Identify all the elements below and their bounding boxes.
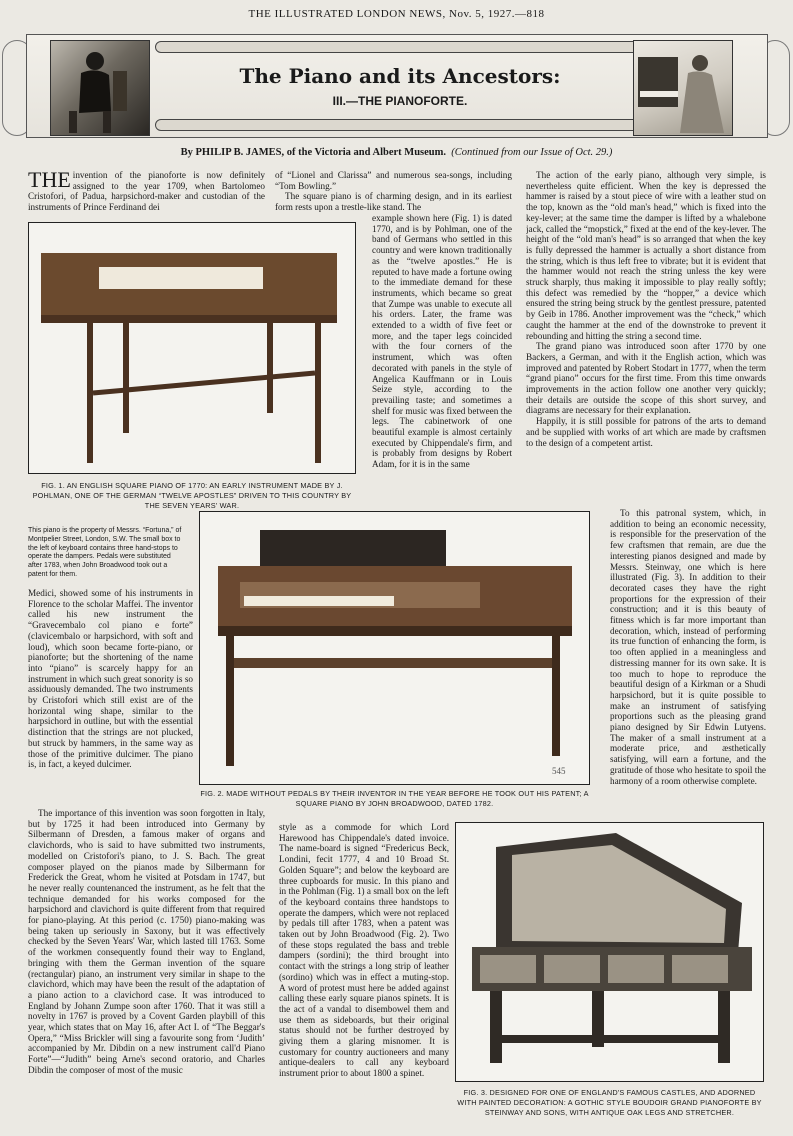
col3-p2: The grand piano was introduced soon after 1770 by one Backers, a German, and with it the English action, which was improved and patented by Robert Stodart in 1777, when the term “grand piano” occurs for the first time. From this time onwards improvements in the action follow one another very quickly; their details are outside the scope of this short survey, and diagrams are necessary for their explanation. <box>526 341 766 416</box>
col3-p3: Happily, it is still possible for patrons of the arts to demand and be supplied with works of art which are made by craftsmen to the design of a competent artist. <box>526 416 766 448</box>
article-subtitle: III.—THE PIANOFORTE. <box>332 94 468 108</box>
col1-intro <box>28 167 265 213</box>
col3-p4: To this patronal system, which, in addition to being an economic necessity, is responsible for the preservation of the few craftsmen that remain, are due the interesting pianos designed and made by Messrs. Steinway, one which is here illustrated (Fig. 3). In addition to their decorated cases they have the right proportions for the expression of their construction; and it is this beauty of fitness which is far more important than decoration, which, instead of performing its true function of enhancing the form, is too often applied in a meaningless and distressing manner for its own sake. It is too much to hope to reproduce the beautiful design of a Kirkman or a Shudi harpsichord, but it is quite possible to make an instrument of satisfying proportions such as the pleasing grand piano designed by Sir Edwin Lutyens. The maker of a small instrument at a moderate price, and æsthetically satisfying, will earn a fortune, and the gratitude of those who hesitate to spoil the harmony of a room otherwise complete. <box>610 508 766 786</box>
fig3-caption: FIG. 3. DESIGNED FOR ONE OF ENGLAND'S FAMOUS CASTLES, AND ADORNED WITH PAINTED DECORATION: A GOTHIC STYLE BOUDOIR GRAND PIANOFORTE BY STEINWAY AND SONS, WITH ANTIQUE OAK LEGS AND STRETCHER. <box>457 1088 762 1117</box>
article-title: The Piano and its Ancestors: <box>239 64 561 88</box>
banner-left-illustration <box>50 40 150 136</box>
fig2-broadwood-piano-drawing <box>200 512 589 784</box>
banner-scroll-bottom <box>155 119 639 131</box>
fig1-photo <box>28 222 356 474</box>
byline-continued: (Continued from our Issue of Oct. 29.) <box>451 147 613 158</box>
fig1-note: This piano is the property of Messrs. “Fortuna,” of Montpelier Street, London, S.W. The small box to the left of keyboard contains three hand-stops to operate the dampers. Pedals were substituted after 1783, when John Broadwood took out a patent for them. <box>28 527 182 578</box>
col1-p2 <box>28 588 193 808</box>
cellist-figure-drawing <box>51 41 149 135</box>
fig2-caption: FIG. 2. MADE WITHOUT PEDALS BY THEIR INVENTOR IN THE YEAR BEFORE HE TOOK OUT HIS PATENT; A SQUARE PIANO BY JOHN BROADWOOD, DATED 1782. <box>200 789 589 808</box>
fig1-square-piano-drawing <box>29 223 355 473</box>
col2-p2b: example shown here (Fig. 1) is dated 1770, and is by Pohlman, one of the band of Germans who settled in this country and were known traditionally as the “twelve apostles.” He is reputed to have made a fortune owing to the immediate demand for these instruments, which became so great that Zumpe was unable to execute all his orders. Later, the frame was extended to a width of five feet or more, and the taper legs coincided with the four corners of the instrument, which was often decorated with panels in the style of Angelica Kauffmann or in Louis Seize style, according to the prevailing taste; and sometimes a shelf for music was fixed between the legs. The cabinetwork of one beautiful example is almost certainly executed by Chippendale's firm, and is probably from designs by Robert Adam, for it is in the same <box>372 213 512 470</box>
col2-p1: of “Lionel and Clarissa” and numerous sea-songs, including “Tom Bowling.” <box>275 170 512 191</box>
col1-p3 <box>28 808 265 1126</box>
byline <box>0 147 793 158</box>
fig2-plate-mark: 545 <box>552 766 566 776</box>
byline-author: By PHILIP B. JAMES, of the Victoria and Albert Museum. <box>180 147 446 158</box>
col1-p3-text: The importance of this invention was soon forgotten in Italy, but by 1725 it had been introduced into Germany by Silbermann of Dresden, a famous maker of organs and clavichords, who is said to have submitted two instruments, modelled on Cristofori's piano, to J. S. Bach. The great composer played on the pianos made by Silbermann for Frederick the Great, whom he visited at Potsdam in 1747, but he never really countenanced the instrument, as he felt that the technique demanded for his works composed for the harpsichord and clavichord is quite different from that required for piano-playing. At this period (c. 1750) piano-making was being taken up seriously in Saxony, but it was effectively checked by the Seven Years' War, which lasted till 1763. Some of the workmen consequently found their way to England, bringing with them the German invention of the square (rectangular) piano, an instrument very similar in shape to the clavichord, which may have been the result of the adaptation of a piano action to a clavichord case. It was introduced to England by Johann Zumpe soon after 1760. That it was still a novelty in 1767 is proved by a Covent Garden playbill of this year, which states that on May 16, after Act I. of “The Beggar's Opera,” “Miss Brickler will sing a favourite song from ‘Judith’ accompanied by Mr. Dibdin on a new instrument call'd Piano Forte”—“Judith” being Arne's second oratorio, and Charles Dibdin the composer of most of the music <box>28 808 265 1075</box>
banner-right-illustration <box>633 40 733 136</box>
col3-top <box>526 170 766 506</box>
running-head: THE ILLUSTRATED LONDON NEWS, Nov. 5, 1927.—818 <box>248 8 545 20</box>
lady-at-piano-drawing <box>634 41 732 135</box>
col2-p2a: The square piano is of charming design, and in its earliest form rests upon a trestle-like stand. The <box>275 191 512 213</box>
col2-narrow <box>372 213 512 505</box>
fig3-photo <box>455 822 764 1082</box>
col2-bottom <box>279 822 449 1126</box>
col3-p1: The action of the early piano, although very simple, is nevertheless quite efficient. When the key is depressed the hammer is raised by a stout piece of wire with a leather stud on the top, known as the “old man's head,” which is fixed into the key-lever; at the same time the damper is lifted by a whalebone jack, called the “mopstick,” fixed at the end of the key-lever. The height of the “old man's head” is so arranged that when the key is fully depressed the hammer is actually a short distance from the string, which is thus left free to vibrate; but it is evident that the hammer would not reach the string unless the key were struck sharply, thus making it impossible to play really softly; this defect was remedied by the “hopper,” a device which ensured the string being struck by the gentlest pressure, patented by Geib in 1786. Another improvement was the “check,” which caught the hammer at the end of the downstroke to prevent it rebounding and hitting the string a second time. <box>526 170 766 341</box>
col3-narrow <box>610 508 766 812</box>
col1-p1: invention of the pianoforte is now definitely assigned to the year 1709, when Bartolomeo Cristofori, of Padua, harpsichord-maker and custodian of the instruments of Prince Ferdinand dei <box>28 170 265 213</box>
fig3-gothic-grand-piano-drawing <box>456 823 763 1081</box>
dropcap: THE <box>28 167 71 192</box>
col2-top <box>275 170 512 213</box>
banner-scroll-top <box>155 41 639 53</box>
fig2-photo <box>199 511 590 785</box>
col2-p3: style as a commode for which Lord Harewood has Chippendale's dated invoice. The name-board is signed “Fredericus Beck, Londini, fecit 1777, 4 and 10 Broad St. Golden Square”; and below the keyboard are three cupboards for music. In this piano and in the Pohlman (Fig. 1) a small box on the left of the keyboard contains three handstops to operate the dampers, which were not replaced by pedals till after 1783, when a patent was taken out by John Broadwood (Fig. 2). Two of these stops regulated the bass and treble dampers (sordini); the third brought into contact with the strings a long strip of leather (sordino) which was in effect a muting-stop. A word of protest must here be added against calling these early square pianos spinets. It is the act of a vandal to disembowel them and use them as sideboards, but their original status should not be further destroyed by giving them a glaring misnomer. It is customary for country auctioneers and many antique-dealers to call any keyboard instrument prior to about 1800 a spinet. <box>279 822 449 1079</box>
fig1-caption: FIG. 1. AN ENGLISH SQUARE PIANO OF 1770: AN EARLY INSTRUMENT MADE BY J. POHLMAN, ONE OF THE GERMAN “TWELVE APOSTLES” DRIVEN TO THIS COUNTRY BY THE SEVEN YEARS' WAR. <box>32 481 352 510</box>
col1-p2-text: Medici, showed some of his instruments in Florence to the scholar Maffei. The inventor called his new instrument the “Gravecembalo col piano e forte” (clavicembalo or harpsichord, with soft and loud), which soon became forte-piano, or pianoforte; but the shortening of the name into “piano” is scarcely happy for an instrument in which such great sonority is so assiduously demanded. The two instruments by Cristofori which still exist are of the horizontal wing shape, similar to the harpsichord in outline, but with the essential distinction that the strings are not plucked, but struck by hammers, in the same way as those of the primitive dulcimer. The piano is, in fact, a keyed dulcimer. <box>28 588 193 770</box>
